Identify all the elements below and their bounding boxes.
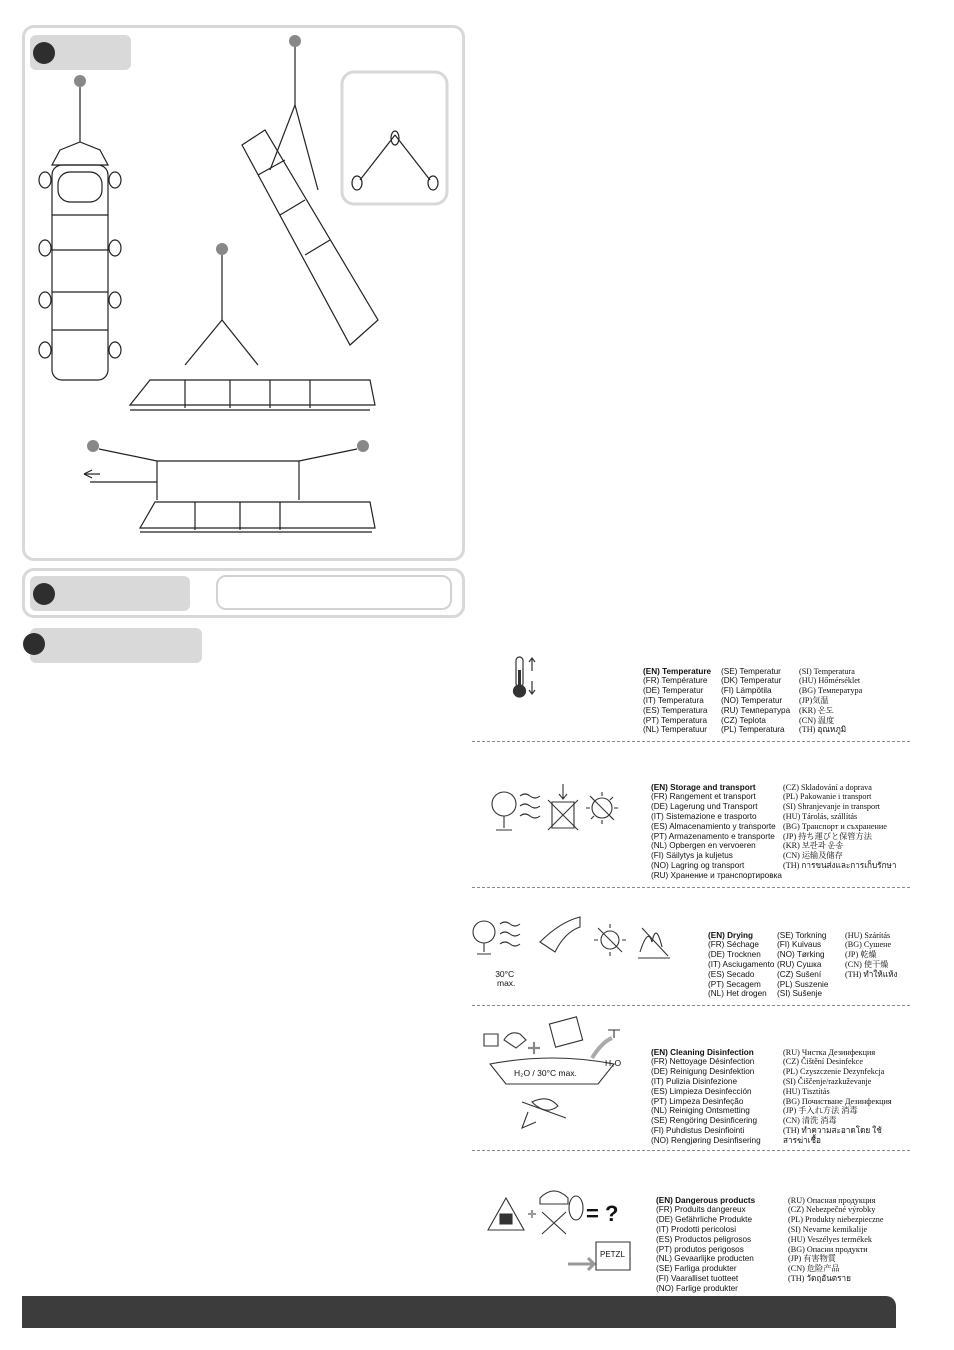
cleaning-h2o-label: H₂O bbox=[605, 1058, 622, 1068]
dangerous-brand: PETZL bbox=[600, 1250, 625, 1259]
dangerous-products-icons bbox=[484, 1184, 634, 1274]
divider bbox=[472, 1150, 910, 1151]
section-tab-3 bbox=[30, 628, 202, 663]
storage-col2: (CZ) Skladování a doprava (PL) Pakowanie i transport (SI) Shranjevanje in transport (HU) Tárolás, szállítás (BG) Транспорт и съхранение (JP) 持ち運びと保管方法 (KR) 보관과 운송 (CN) 运输及储存 (TH) การขนส่งและการเก็บรักษา bbox=[783, 782, 897, 870]
blank-field bbox=[216, 575, 452, 610]
storage-col1: (EN) Storage and transport (FR) Rangement et transport (DE) Lagerung und Transport (IT) Sistemazione e trasporto (ES) Almacenamiento y transporte (PT) Armazenamento e transporte (NL) Opbergen en vervoeren (FI) Säilytys ja kuljetus (NO) Lagring og transport (RU) Хранение и транспортировка bbox=[651, 782, 782, 880]
storage-icons bbox=[490, 780, 630, 840]
cleaning-water-label: H₂O / 30°C max. bbox=[514, 1068, 577, 1078]
cleaning-col2: (RU) Чистка Дезинфекция (CZ) Čištění Desinfekce (PL) Czyszczenie Dezynfekcja (SI) Čiščenje/razkuževanje (HU) Tisztítás (BG) Почистване Дезинфекция (JP) 手入れ方法 消毒 (CN) 清洗 消毒 (TH) ทำความสะอาดโดย ใช้ สารฆ่าเชื้อ bbox=[783, 1047, 892, 1145]
section-bullet-2 bbox=[33, 583, 55, 605]
thermometer-icon bbox=[510, 655, 540, 700]
divider bbox=[472, 887, 910, 888]
dangerous-col2: (RU) Опасная продукция (CZ) Nebezpečné výrobky (PL) Produkty niebezpieczne (SI) Nevarne kemikalije (HU) Veszélyes termékek (BG) Опасни продукти (JP) 有害物質 (CN) 危险产品 (TH) วัตถุอันตราย bbox=[788, 1195, 884, 1283]
temperature-col2: (SE) Temperatur (DK) Temperatur (FI) Lämpötila (NO) Temperatur (RU) Температура (CZ) Teplota (PL) Temperatura bbox=[721, 666, 791, 735]
drying-col3: (HU) Szárítás (BG) Сушене (JP) 乾燥 (CN) 使干燥 (TH) ทำให้แห้ง bbox=[845, 930, 898, 979]
temperature-col1: (EN) Temperature (FR) Température (DE) Temperatur (IT) Temperatura (ES) Temperatura (PT) Temperatura (NL) Temperatuur bbox=[643, 666, 712, 735]
dangerous-col1: (EN) Dangerous products (FR) Produits dangereux (DE) Gefährliche Produkte (IT) Prodotti pericolosi (ES) Productos peligrosos (PT) produtos perigosos (NL) Gevaarlijke producten (SE) Farliga produkter (FI) Vaaralliset tuotteet (NO) Farlige produkter bbox=[656, 1195, 756, 1293]
dangerous-question: = ? bbox=[586, 1201, 619, 1226]
divider bbox=[472, 741, 910, 742]
cleaning-col1: (EN) Cleaning Disinfection (FR) Nettoyage Désinfection (DE) Reinigung Desinfektion (IT) Pulizia Disinfezione (ES) Limpieza Desinfección (PT) Limpeza Desinfeção (NL) Reiniging Ontsmetting (SE) Rengöring Desinficering (FI) Puhdistus Desinfiointi (NO) Rengjøring Desinfisering bbox=[651, 1047, 761, 1145]
drying-temp-label: 30°C max. bbox=[495, 968, 516, 989]
drying-col1: (EN) Drying (FR) Séchage (DE) Trocknen (IT) Asciugamento (ES) Secado (PT) Secagem (NL) Het drogen bbox=[708, 930, 775, 999]
footer-bar bbox=[22, 1296, 896, 1328]
divider bbox=[472, 1005, 910, 1006]
section-bullet-3 bbox=[23, 633, 45, 655]
temperature-col3: (SI) Temperatura (HU) Hőmérséklet (BG) Температура (JP)気温 (KR) 온도 (CN) 温度 (TH) อุณหภูมิ bbox=[799, 666, 863, 735]
drying-col2: (SE) Torkning (FI) Kuivaus (NO) Tørking (RU) Сушка (CZ) Sušení (PL) Suszenie (SI) Sušenje bbox=[777, 930, 829, 999]
